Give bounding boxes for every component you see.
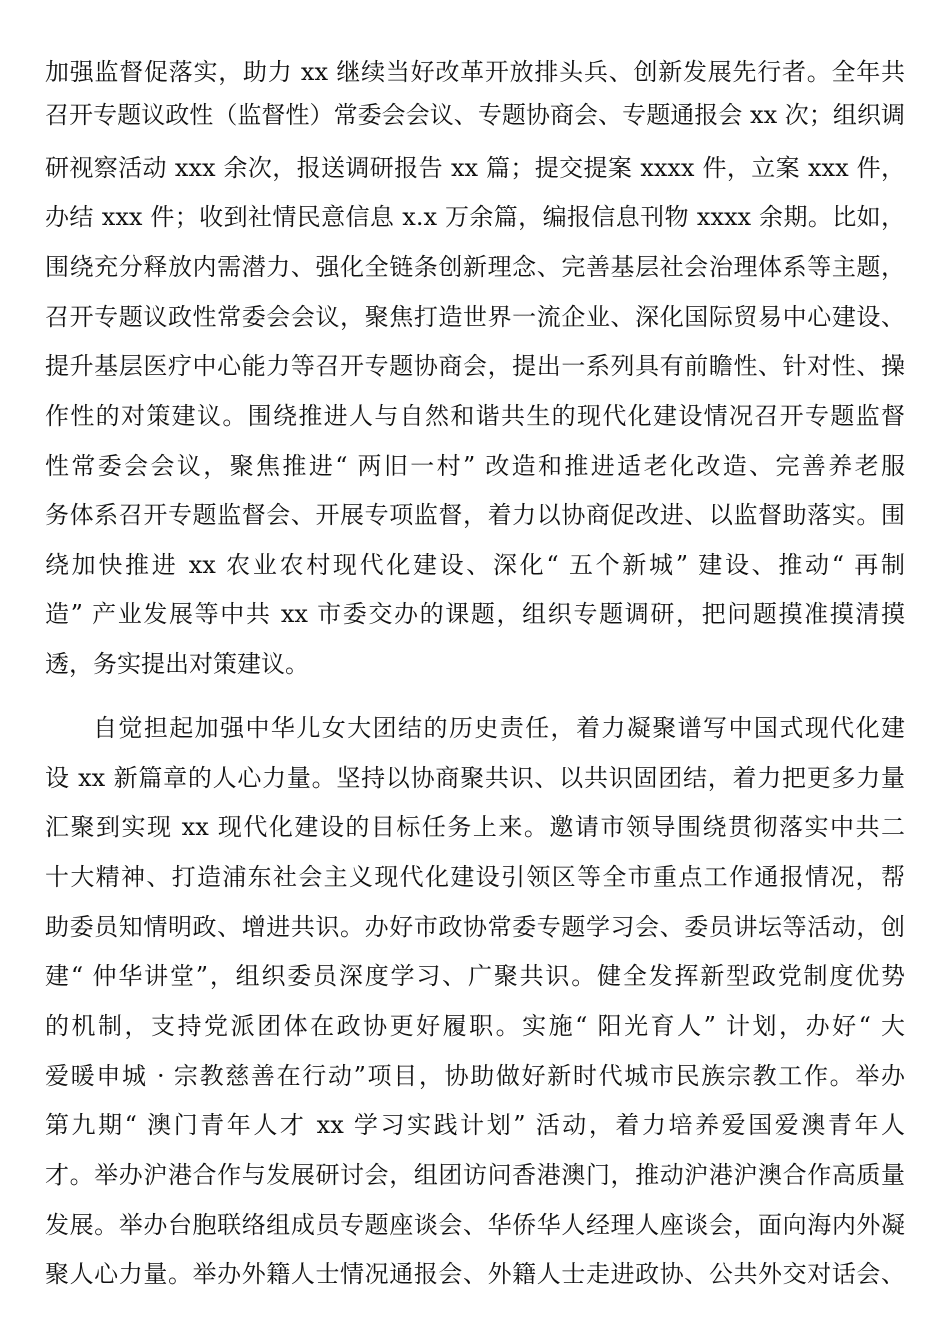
paragraph-1-line-6: 召开专题议政性常委会会议，聚焦打造世界一流企业、深化国际贸易中心建设、 (45, 303, 905, 331)
paragraph-1-line-11: 绕加快推进 xx 农业农村现代化建设、深化“ 五个新城” 建设、推动“ 再制 (45, 551, 905, 579)
paragraph-2-line-10: 才。举办沪港合作与发展研讨会，组团访问香港澳门，推动沪港沪澳合作高质量 (45, 1161, 905, 1189)
paragraph-1-line-10: 务体系召开专题监督会、开展专项监督，着力以协商促改进、以监督助落实。围 (45, 501, 905, 529)
paragraph-1-line-13: 透，务实提出对策建议。 (45, 650, 309, 678)
paragraph-2-line-8: 爱暖申城 · 宗教慈善在行动”项目，协助做好新时代城市民族宗教工作。举办 (45, 1062, 905, 1090)
paragraph-2-line-2: 设 xx 新篇章的人心力量。坚持以协商聚共识、以共识固团结，着力把更多力量 (45, 764, 905, 792)
paragraph-2-line-12: 聚人心力量。举办外籍人士情况通报会、外籍人士走进政协、公共外交对话会、 (45, 1260, 905, 1288)
paragraph-2-line-11: 发展。举办台胞联络组成员专题座谈会、华侨华人经理人座谈会，面向海内外凝 (45, 1211, 905, 1239)
paragraph-2-line-5: 助委员知情明政、增进共识。办好市政协常委专题学习会、委员讲坛等活动，创 (45, 913, 905, 941)
paragraph-1-line-8: 作性的对策建议。围绕推进人与自然和谐共生的现代化建设情况召开专题监督 (45, 402, 905, 430)
paragraph-1-line-7: 提升基层医疗中心能力等召开专题协商会，提出一系列具有前瞻性、针对性、操 (45, 352, 905, 380)
paragraph-2-line-9: 第九期“ 澳门青年人才 xx 学习实践计划” 活动，着力培养爱国爱澳青年人 (45, 1111, 905, 1139)
paragraph-2-line-7: 的机制，支持党派团体在政协更好履职。实施“ 阳光育人” 计划，办好“ 大 (45, 1012, 905, 1040)
paragraph-2-line-3: 汇聚到实现 xx 现代化建设的目标任务上来。邀请市领导围绕贯彻落实中共二 (45, 813, 905, 841)
paragraph-1-line-3: 研视察活动 xxx 余次，报送调研报告 xx 篇；提交提案 xxxx 件，立案 xxx 件， (45, 154, 905, 182)
paragraph-1-line-5: 围绕充分释放内需潜力、强化全链条创新理念、完善基层社会治理体系等主题， (45, 253, 905, 281)
paragraph-2-line-4: 十大精神、打造浦东社会主义现代化建设引领区等全市重点工作通报情况，帮 (45, 863, 905, 891)
paragraph-1-line-4: 办结 xxx 件；收到社情民意信息 x.x 万余篇，编报信息刊物 xxxx 余期。比如， (45, 203, 905, 231)
paragraph-1-line-12: 造” 产业发展等中共 xx 市委交办的课题，组织专题调研，把问题摸准摸清摸 (45, 600, 905, 628)
paragraph-2-line-1: 自觉担起加强中华儿女大团结的历史责任，着力凝聚谱写中国式现代化建 (93, 714, 905, 742)
paragraph-1-line-1: 加强监督促落实，助力 xx 继续当好改革开放排头兵、创新发展先行者。全年共 (45, 58, 905, 86)
paragraph-1-line-2: 召开专题议政性（监督性）常委会会议、专题协商会、专题通报会 xx 次；组织调 (45, 101, 905, 129)
paragraph-2-line-6: 建“ 仲华讲堂”，组织委员深度学习、广聚共识。健全发挥新型政党制度优势 (45, 962, 905, 990)
paragraph-1-line-9: 性常委会会议，聚焦推进“ 两旧一村” 改造和推进适老化改造、完善养老服 (45, 452, 905, 480)
